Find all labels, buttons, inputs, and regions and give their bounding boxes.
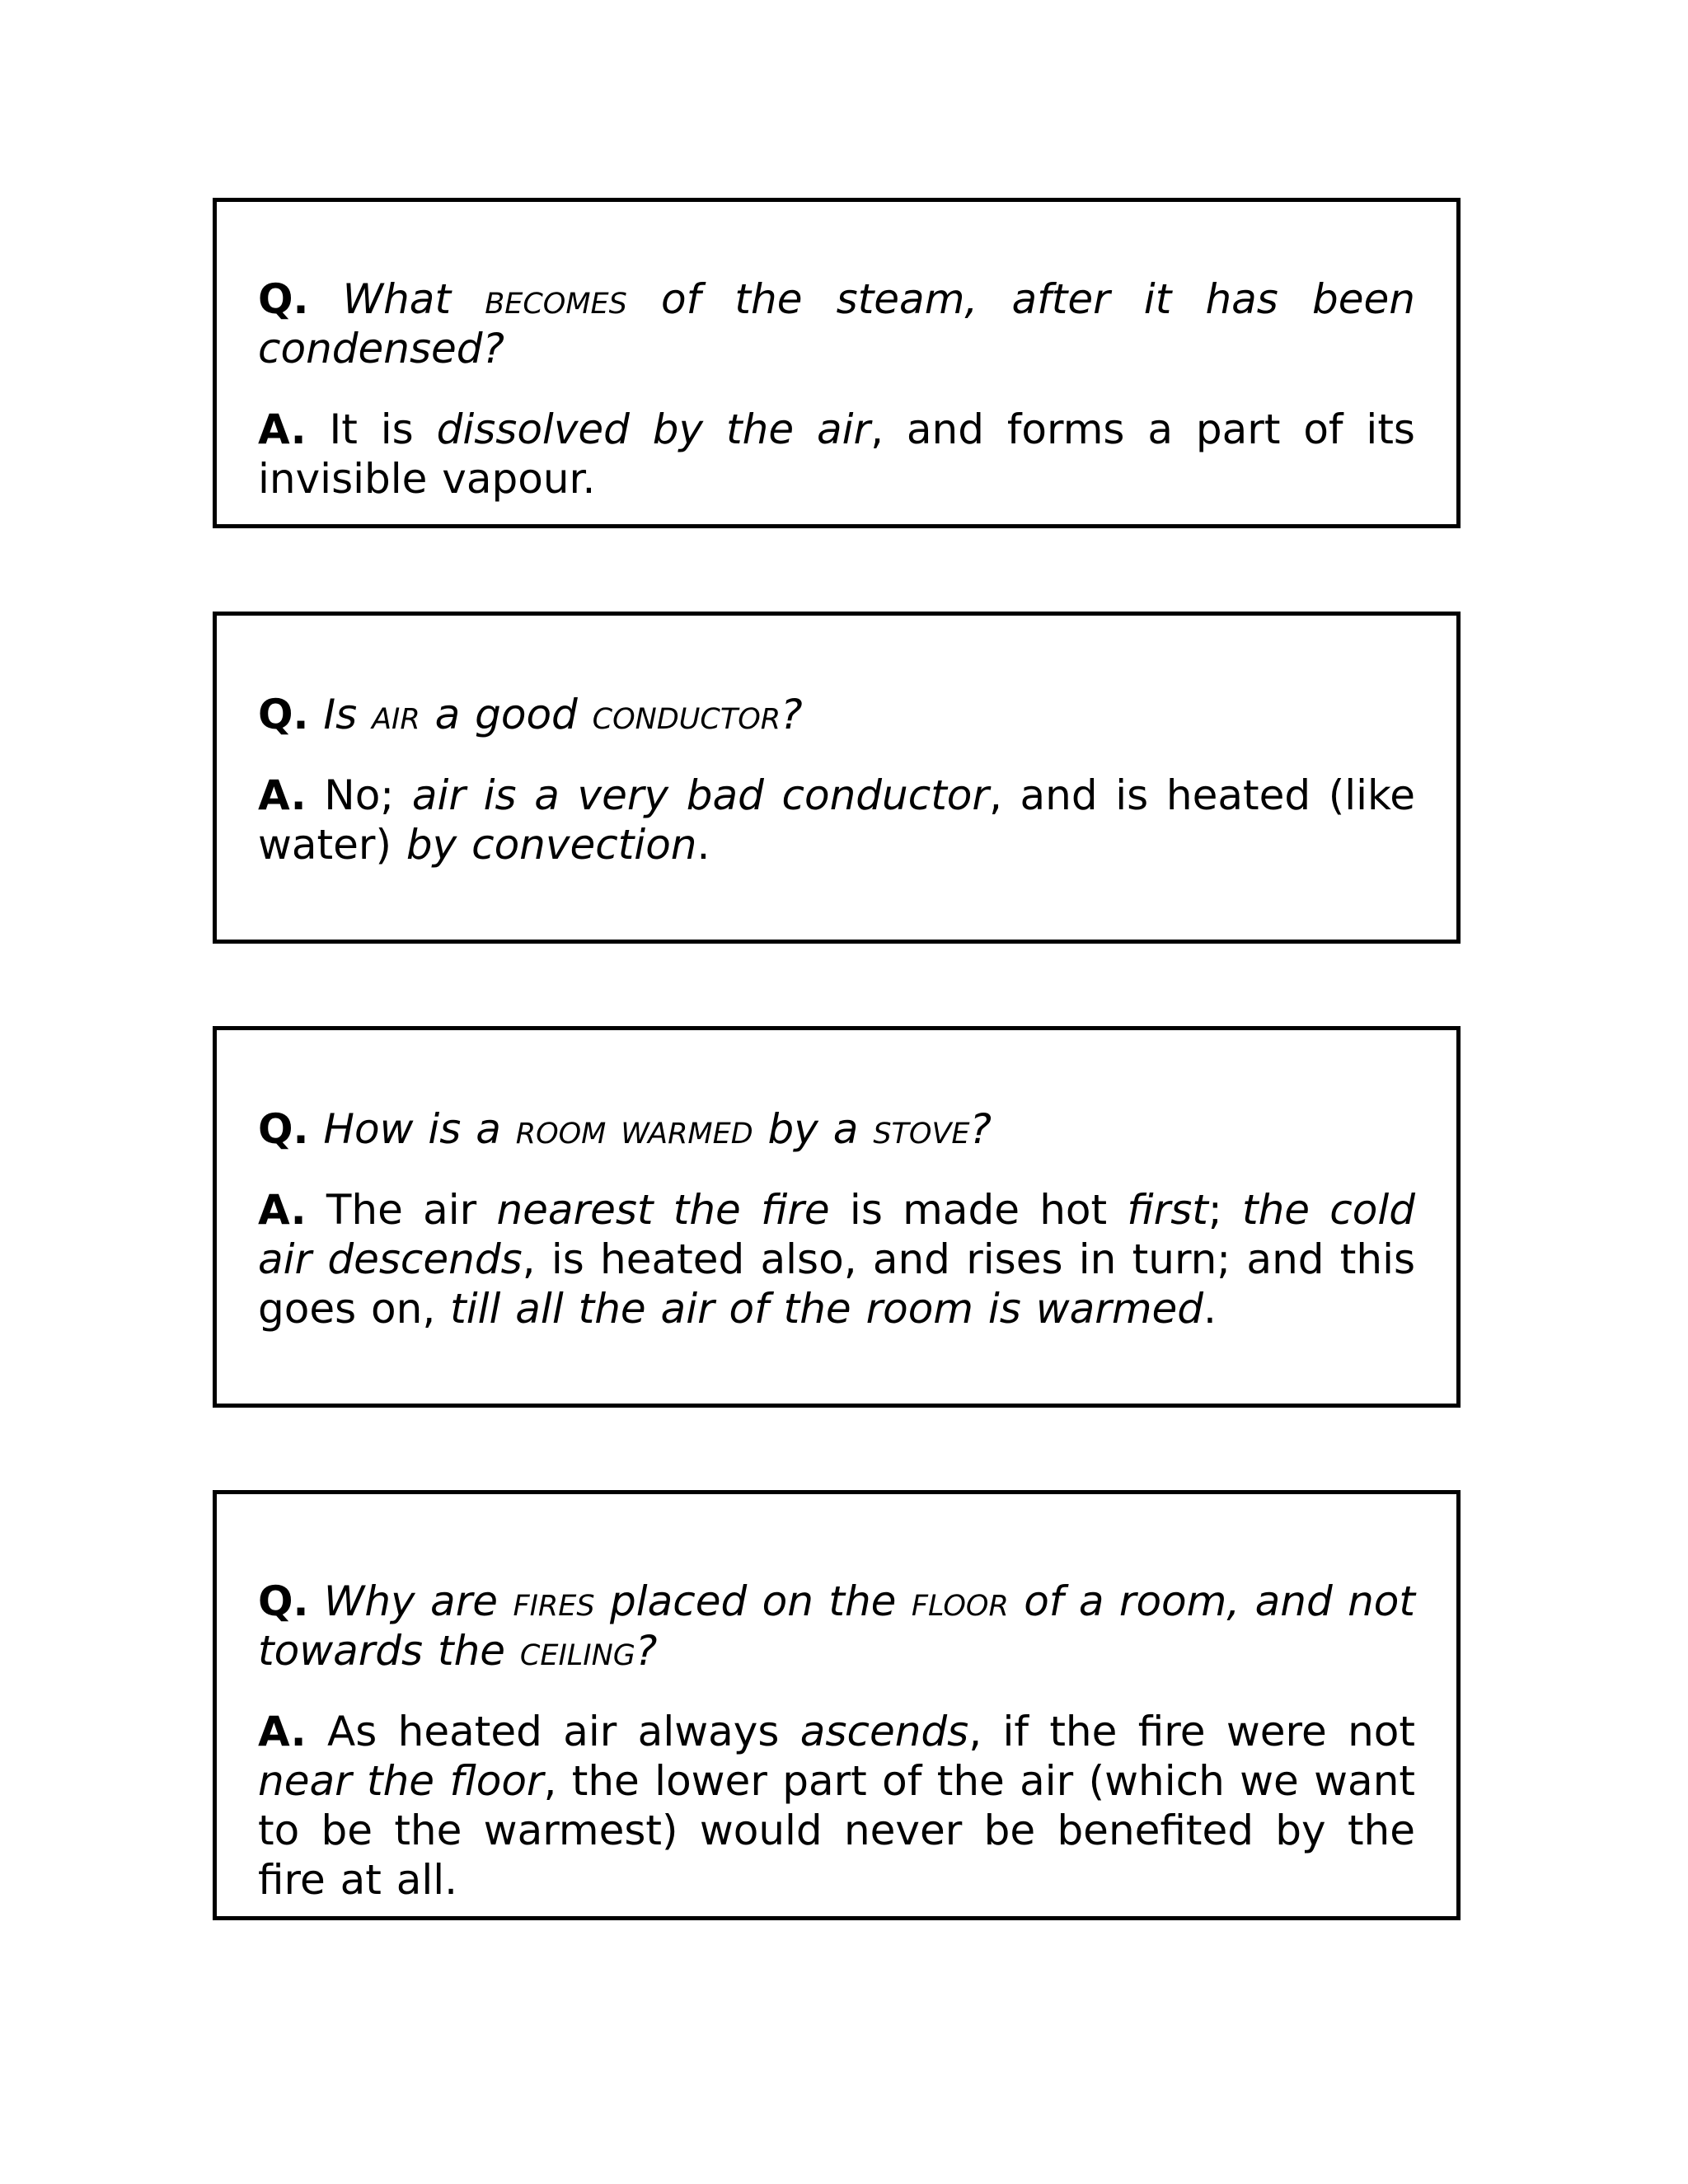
question-text-segment: of the steam, after it has been condensed? [258,275,1415,373]
answer [258,771,1415,869]
answer-label: A. [258,405,307,453]
answer-text-segment: near the floor [258,1757,544,1805]
answer-text-segment: first [1127,1186,1208,1234]
answer-text-segment: . [1203,1285,1217,1333]
answer-text-segment: , and forms a part of its invisible vapour. [258,405,1415,503]
answer-text-segment: No; [306,771,412,819]
answer-text-segment: ; [1207,1186,1242,1234]
qa-card [213,198,1461,528]
question-text-segment: by a [753,1105,874,1153]
question-text-segment: Is [308,691,373,738]
question-text-segment: placed on the [594,1577,912,1625]
question-text-segment: ? [969,1105,992,1153]
answer-text-segment: , the lower part of the air (which we want to be the warmest) would never be benefited by the fire at all. [258,1757,1415,1904]
question [258,1104,1415,1154]
answer-text-segment: . [696,821,710,869]
question [258,1577,1415,1675]
question-label: Q. [258,1577,309,1625]
answer-label: A. [258,1186,307,1234]
answer-label: A. [258,771,307,819]
qa-card [213,1026,1461,1408]
question-text-segment: of a room, and not towards the [258,1577,1416,1675]
question-label: Q. [258,1105,309,1153]
answer-text-segment: ascends [799,1708,969,1755]
answer-text-segment: till all the air of the room is warmed [450,1285,1204,1333]
question-text-segment: ceiling [519,1627,635,1675]
answer-text-segment: by convection [406,821,697,869]
question-text-segment: Why are [308,1577,513,1625]
answer [258,1185,1415,1333]
question-label: Q. [258,275,309,323]
answer-text-segment: It is [306,405,437,453]
answer-text-segment: air is a very bad conductor [411,771,989,819]
answer-label: A. [258,1708,307,1755]
question [258,690,1415,739]
question-text-segment: conductor [592,691,781,738]
answer [258,405,1415,504]
qa-card [213,612,1461,944]
question-text-segment: becomes [485,275,627,323]
answer-text-segment: As heated air always [306,1708,800,1755]
question-text-segment: a good [420,691,593,738]
question-text-segment: room warmed [515,1105,753,1153]
qa-card [213,1490,1461,1920]
answer-text-segment: , if the fire were not [968,1708,1415,1755]
question-text-segment: floor [911,1577,1009,1625]
question [258,274,1415,373]
answer-text-segment: the cold air descends [258,1186,1415,1283]
answer-text-segment: The air [306,1186,497,1234]
question-text-segment: fires [513,1577,595,1625]
question-label: Q. [258,691,309,738]
answer-text-segment: , is heated also, and rises in turn; and this goes on, [258,1235,1416,1333]
question-text-segment: What [308,275,485,323]
question-text-segment: ? [635,1627,658,1675]
question-text-segment: ? [781,691,803,738]
answer-text-segment: , and is heated (like water) [258,771,1415,869]
answer [258,1707,1415,1905]
question-text-segment: stove [873,1105,970,1153]
question-text-segment: How is a [308,1105,516,1153]
question-text-segment: air [372,691,420,738]
answer-text-segment: nearest the fire [496,1186,830,1234]
answer-text-segment: dissolved by the air [436,405,871,453]
answer-text-segment: is made hot [829,1186,1128,1234]
